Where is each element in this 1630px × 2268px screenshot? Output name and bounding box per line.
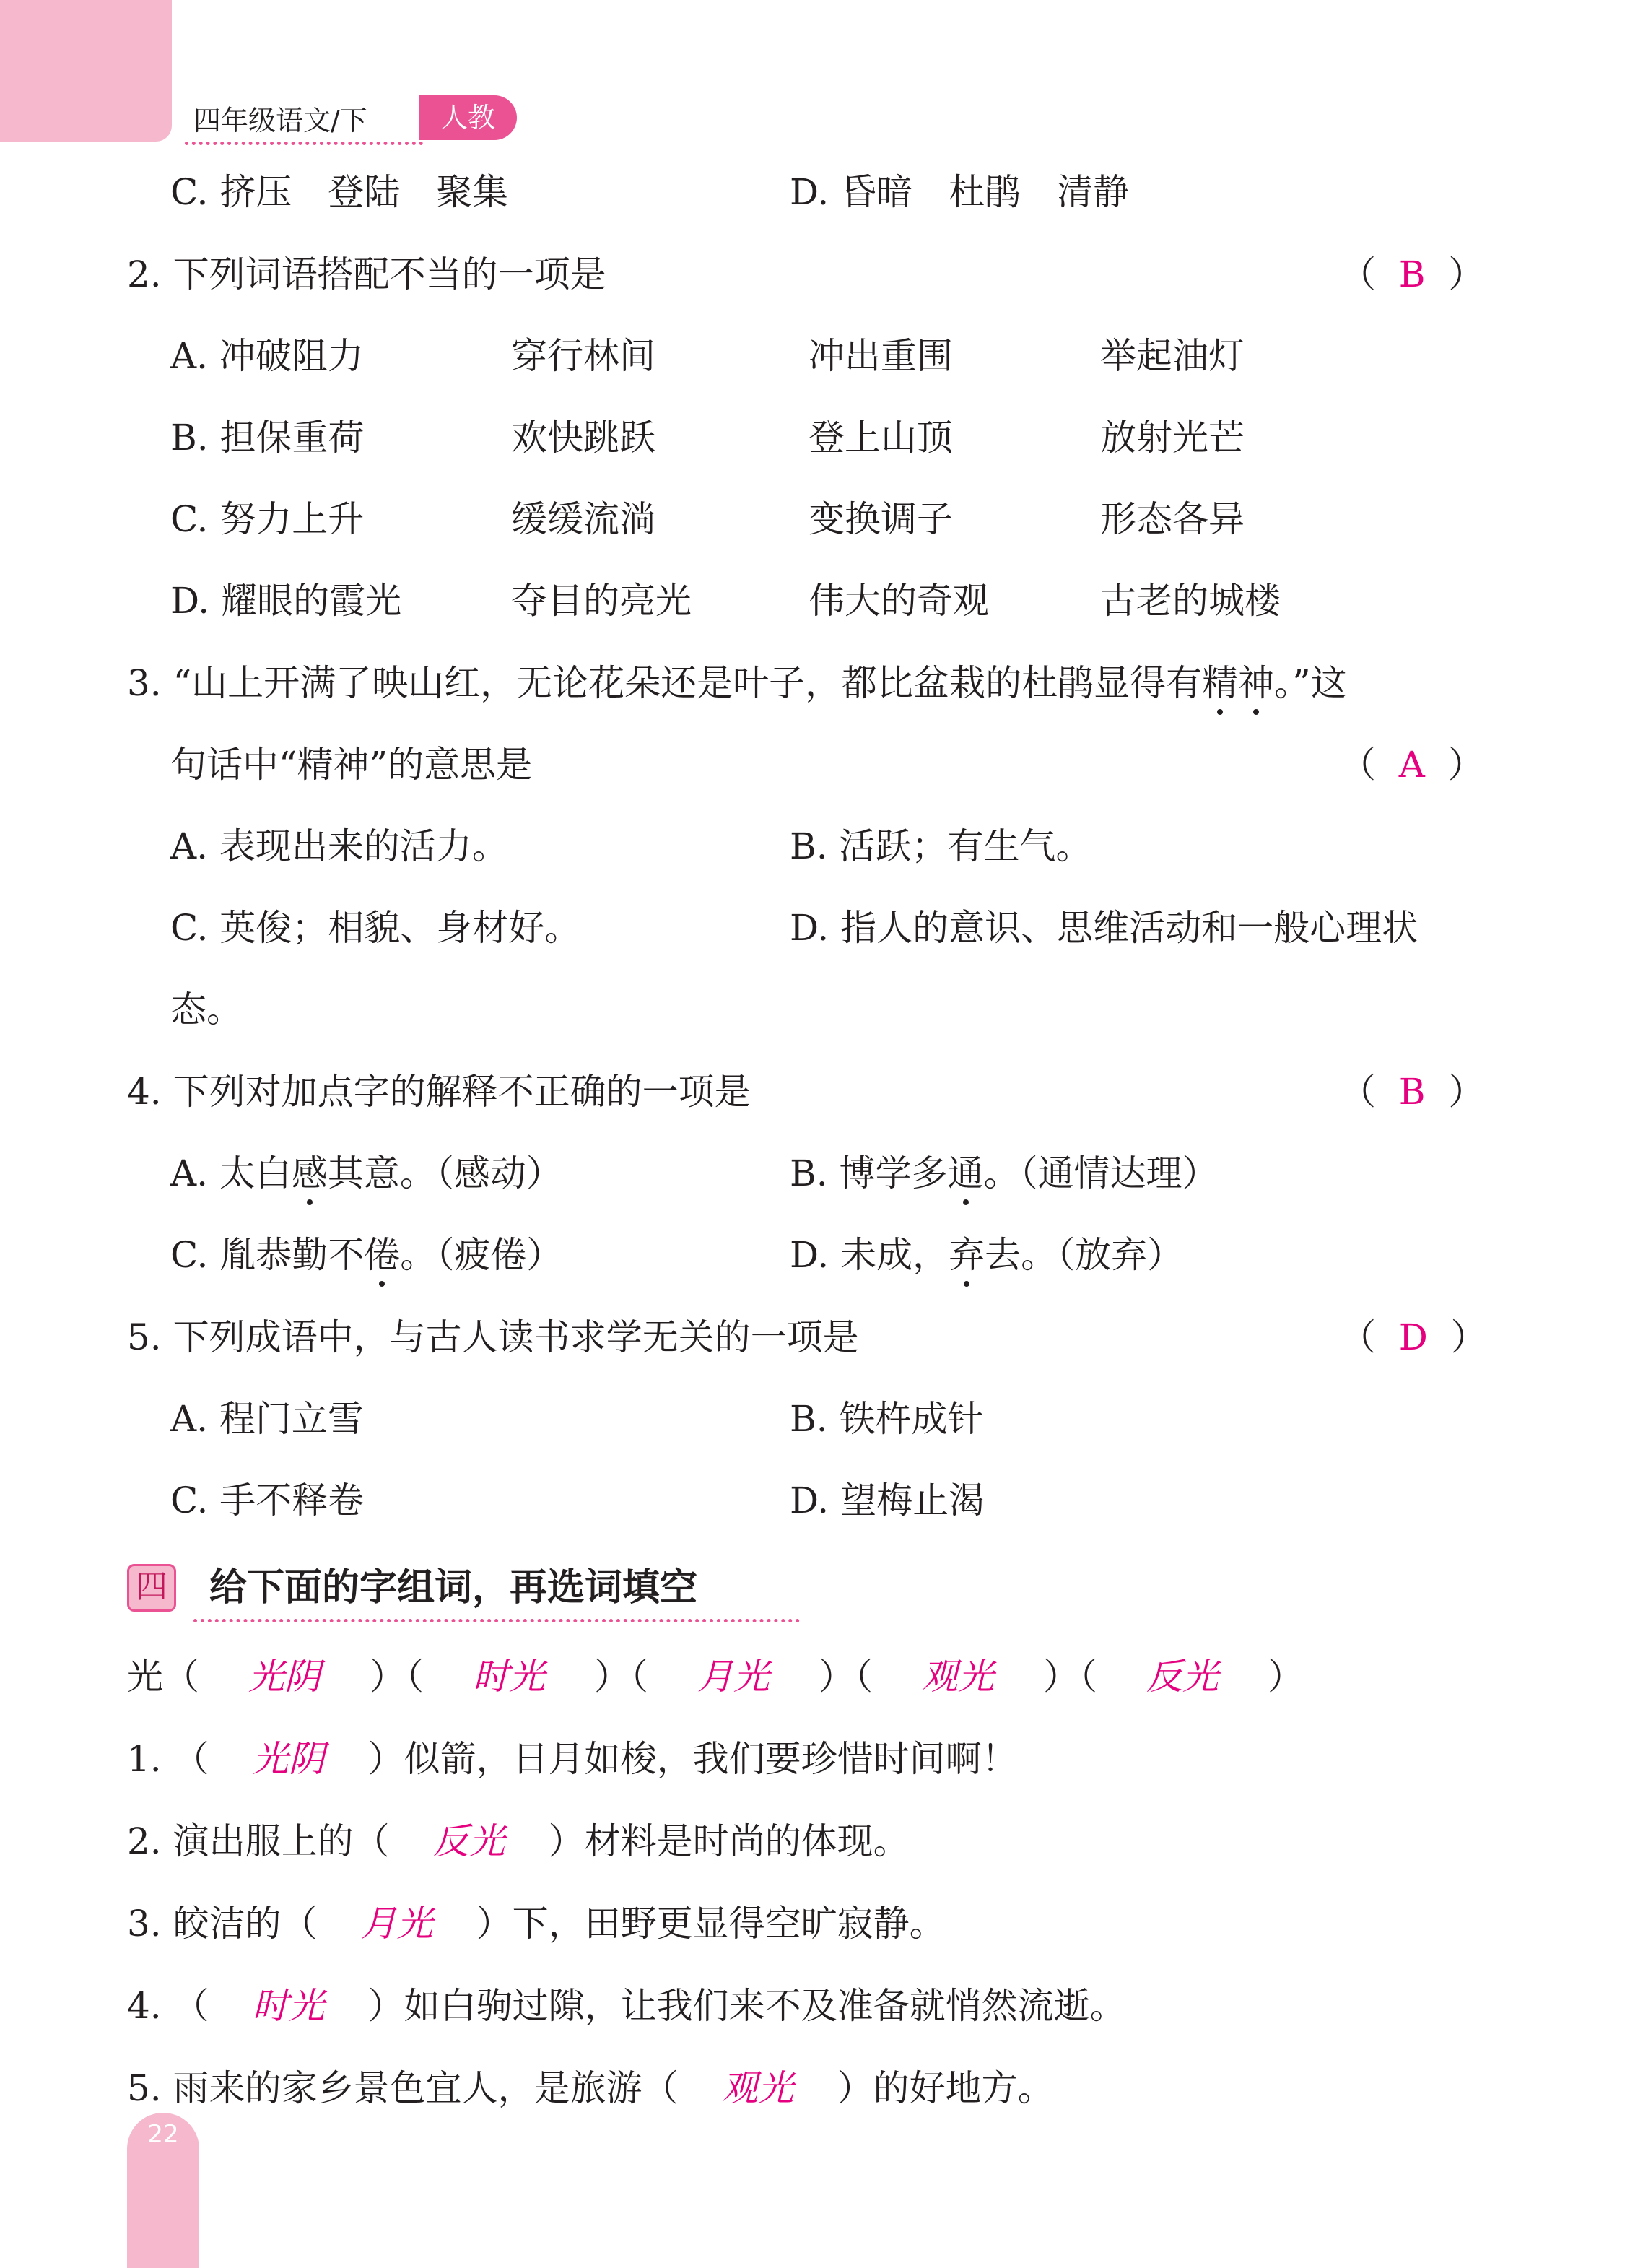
q5-option-b: B. 铁杵成针 (790, 1398, 984, 1440)
fill-sentence-3: 3. 皎洁的（ 月光 ）下，田野更显得空旷寂静。 (127, 1900, 946, 1947)
q2-d-2: 夺目的亮光 (511, 580, 692, 622)
q2-d-3: 伟大的奇观 (809, 580, 989, 622)
section-title-divider (193, 1619, 800, 1622)
q2-a-2: 穿行林间 (511, 335, 655, 377)
fill-sentence-5: 5. 雨来的家乡景色宜人，是旅游（ 观光 ）的好地方。 (127, 2065, 1054, 2111)
q2-answer: B (1398, 253, 1426, 295)
q4-option-a: A. 太白感其意。（感动） (170, 1150, 562, 1196)
header-divider (185, 142, 423, 145)
q2-c-2: 缓缓流淌 (511, 498, 655, 540)
q2-a-3: 冲出重围 (809, 335, 953, 377)
q3-answer: A (1398, 744, 1425, 786)
fill-blank: 月光 (360, 1903, 433, 1945)
header-subject: 四年级语文/下 (193, 105, 367, 136)
fill-blank: 光阴 (252, 1738, 325, 1780)
q2-d-4: 古老的城楼 (1100, 580, 1281, 622)
section-title: 给下面的字组词，再选词填空 (209, 1566, 698, 1609)
q5-answer-box: （ D ） (1340, 1316, 1487, 1358)
q4-answer-box: （ B ） (1340, 1071, 1485, 1113)
word-group-row: 光（ 光阴 ）（ 时光 ）（ 月光 ）（ 观光 ）（ 反光 ） (127, 1654, 1304, 1700)
q2-d-1: D. 耀眼的霞光 (170, 580, 402, 622)
q2-b-1: B. 担保重荷 (170, 417, 365, 459)
q1-option-d: D. 昏暗 杜鹃 清静 (790, 171, 1130, 213)
word-blank: 观光 (922, 1656, 994, 1698)
fill-blank: 反光 (432, 1820, 505, 1862)
corner-tab (0, 0, 172, 142)
header-edition-badge: 人教 (419, 95, 517, 140)
fill-sentence-4: 4. （ 时光 ）如白驹过隙，让我们来不及准备就悄然流逝。 (127, 1983, 1126, 2029)
word-blank: 反光 (1146, 1656, 1219, 1698)
word-blank: 光阴 (248, 1656, 321, 1698)
q2-b-3: 登上山顶 (809, 417, 953, 459)
fill-sentence-1: 1. （ 光阴 ）似箭，日月如梭，我们要珍惜时间啊！ (127, 1736, 1018, 1782)
q4-dotted-char: 感 (292, 1150, 328, 1196)
fill-blank: 时光 (252, 1985, 325, 2027)
q5-stem: 5. 下列成语中，与古人读书求学无关的一项是 (127, 1316, 859, 1358)
q4-answer: B (1398, 1071, 1426, 1113)
q5-option-d: D. 望梅止渴 (790, 1480, 985, 1521)
q3-answer-box: （ A ） (1340, 744, 1484, 786)
fill-blank: 观光 (721, 2067, 794, 2109)
section-number-badge: 四 (127, 1564, 176, 1612)
q3-option-a: A. 表现出来的活力。 (170, 825, 508, 867)
q3-option-c: C. 英俊；相貌、身材好。 (170, 907, 581, 949)
q5-answer: D (1398, 1316, 1428, 1358)
q2-b-4: 放射光芒 (1100, 417, 1245, 459)
q2-c-1: C. 努力上升 (170, 498, 365, 540)
q4-option-b: B. 博学多通。（通情达理） (790, 1150, 1219, 1196)
q2-stem: 2. 下列词语搭配不当的一项是 (127, 253, 606, 295)
q3-option-d: D. 指人的意识、思维活动和一般心理状 (790, 907, 1418, 949)
q2-a-4: 举起油灯 (1100, 335, 1245, 377)
q2-a-1: A. 冲破阻力 (170, 335, 364, 377)
q5-option-a: A. 程门立雪 (170, 1398, 364, 1440)
q3-dotted-char: 神 (1238, 660, 1274, 706)
q2-answer-box: （ B ） (1340, 253, 1485, 295)
q4-dotted-char: 弃 (949, 1232, 985, 1278)
q4-option-c: C. 胤恭勤不倦。（疲倦） (170, 1232, 562, 1278)
q4-stem: 4. 下列对加点字的解释不正确的一项是 (127, 1071, 751, 1113)
fill-sentence-2: 2. 演出服上的（ 反光 ）材料是时尚的体现。 (127, 1818, 910, 1864)
q4-dotted-char: 倦 (364, 1232, 400, 1278)
word-blank: 时光 (473, 1656, 545, 1698)
q3-option-d-cont: 态。 (170, 989, 243, 1030)
q3-stem-line2: 句话中“精神”的意思是 (170, 744, 533, 786)
q2-b-2: 欢快跳跃 (511, 417, 655, 459)
q4-option-d: D. 未成，弃去。（放弃） (790, 1232, 1183, 1278)
q3-dotted-char: 精 (1202, 660, 1238, 706)
q3-option-b: B. 活跃；有生气。 (790, 825, 1092, 867)
q1-option-c: C. 挤压 登陆 聚集 (170, 171, 509, 213)
q2-c-3: 变换调子 (809, 498, 953, 540)
page-number: 22 (147, 2120, 179, 2149)
word-blank: 月光 (697, 1656, 770, 1698)
source-char: 光 (127, 1656, 163, 1698)
q4-dotted-char: 通 (948, 1150, 984, 1196)
q3-stem: 3. “山上开满了映山红，无论花朵还是叶子，都比盆栽的杜鹃显得有精神。”这 (127, 660, 1347, 706)
q5-option-c: C. 手不释卷 (170, 1480, 365, 1521)
q2-c-4: 形态各异 (1100, 498, 1245, 540)
